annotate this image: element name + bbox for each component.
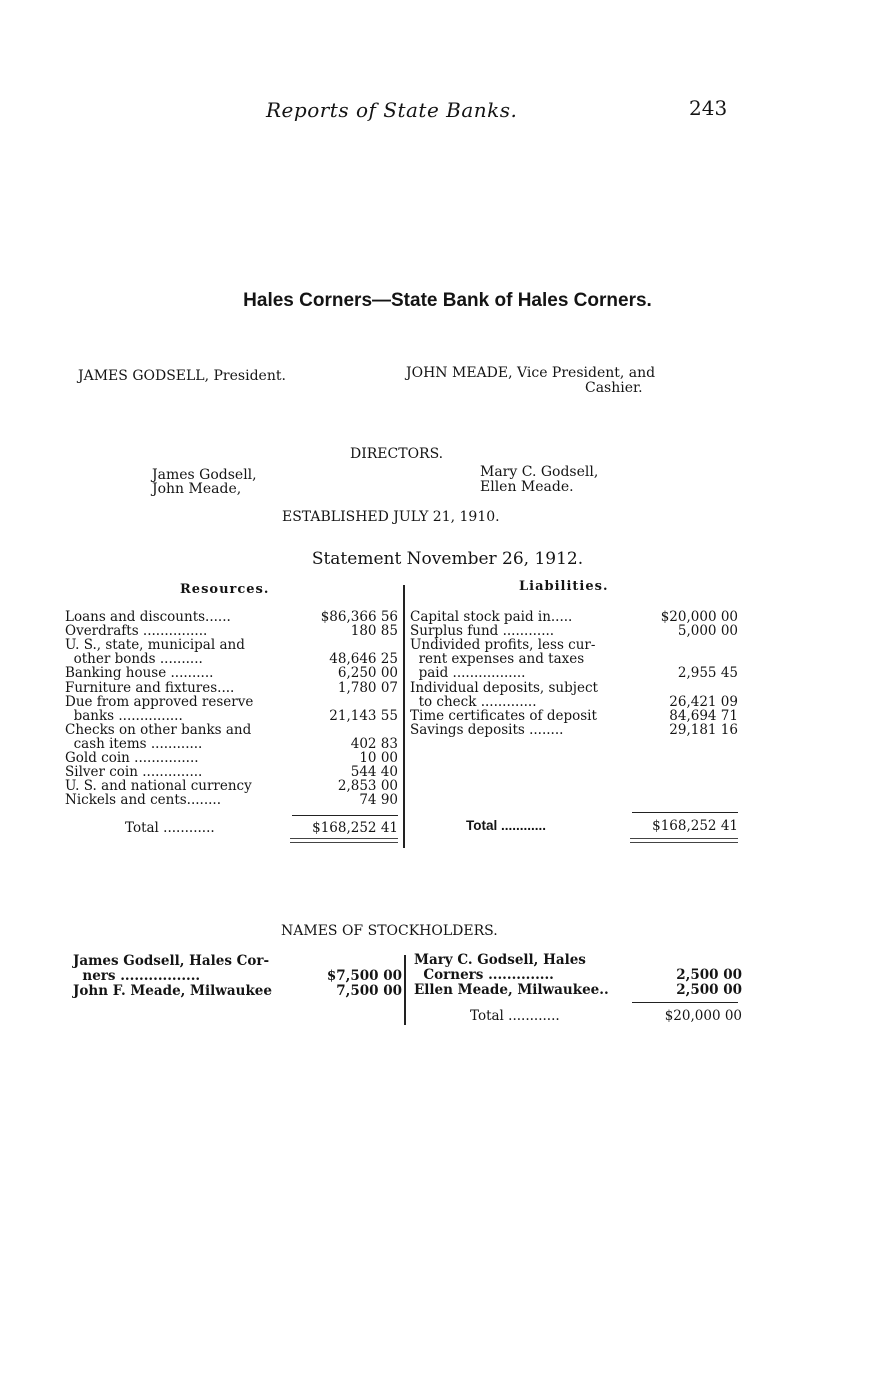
row-amount: 26,421 09 (669, 693, 738, 710)
row-label: U. S., state, municipal and (65, 637, 245, 654)
page-number: 243 (689, 96, 728, 120)
stockholders-heading: NAMES OF STOCKHOLDERS. (281, 923, 498, 939)
row-amount: 2,500 00 (676, 967, 742, 983)
row-label: John F. Meade, Milwaukee (73, 983, 272, 999)
row-label: Gold coin ............... (65, 750, 199, 766)
row-label: Ellen Meade, Milwaukee.. (414, 982, 609, 998)
director-left-1: James Godsell, (152, 467, 257, 483)
row-label: ners ................. (73, 968, 201, 984)
row-label: Undivided profits, less cur- (410, 637, 596, 654)
row-label: Nickels and cents........ (65, 792, 222, 809)
row-label: other bonds .......... (65, 651, 203, 668)
row-label: banks ............... (65, 707, 183, 724)
statement-divider (403, 585, 405, 848)
resources-total-double-rule (290, 838, 398, 843)
liabilities-total-label: Total ............ (466, 818, 547, 833)
row-amount: $86,366 56 (320, 609, 398, 625)
row-amount: 2,955 45 (677, 665, 738, 682)
row-label: Checks on other banks and (65, 721, 252, 738)
resources-total: $168,252 41 (312, 820, 398, 836)
stockholders-total-rule (632, 1002, 738, 1003)
resources-heading: Resources. (180, 582, 270, 597)
row-amount: $20,000 00 (660, 609, 738, 625)
row-amount: 6,250 00 (337, 665, 398, 682)
vice-president-line1: JOHN MEADE, Vice President, and (406, 365, 656, 381)
stockholders-divider (404, 955, 406, 1025)
row-label: Overdrafts ............... (65, 623, 208, 640)
row-label: cash items ............ (65, 735, 203, 752)
row-label: James Godsell, Hales Cor- (73, 953, 270, 969)
row-label: Individual deposits, subject (410, 679, 598, 696)
row-label: rent expenses and taxes (410, 651, 585, 668)
row-amount: 1,780 07 (337, 679, 398, 696)
resources-total-label: Total ............ (125, 820, 215, 836)
directors-heading: DIRECTORS. (350, 446, 444, 462)
row-label: Time certificates of deposit (410, 707, 597, 724)
row-amount: 21,143 55 (329, 707, 398, 724)
liabilities-total: $168,252 41 (652, 818, 738, 834)
row-amount: 402 83 (350, 735, 398, 752)
row-label: Corners .............. (414, 967, 554, 983)
row-amount: $7,500 00 (326, 968, 402, 984)
row-amount: 48,646 25 (329, 651, 398, 668)
resources-total-rule (292, 815, 398, 816)
vice-president-line2: Cashier. (585, 380, 643, 396)
row-label: to check ............. (410, 693, 537, 710)
row-label: Surplus fund ............ (410, 623, 555, 640)
liabilities-heading: Liabilities. (519, 579, 609, 594)
liabilities-total-double-rule (630, 838, 738, 843)
row-amount: 74 90 (359, 792, 398, 809)
row-label: paid ................. (410, 665, 526, 682)
row-label: U. S. and national currency (65, 778, 252, 795)
director-right-1: Mary C. Godsell, (480, 464, 599, 480)
row-label: Furniture and fixtures.... (65, 679, 235, 696)
row-amount: 7,500 00 (336, 983, 402, 999)
stockholders-total: $20,000 00 (664, 1008, 742, 1024)
row-label: Banking house .......... (65, 665, 214, 682)
director-left-2: John Meade, (152, 481, 242, 497)
liabilities-total-rule (632, 812, 738, 813)
bank-title: Hales Corners—State Bank of Hales Corners. (243, 290, 652, 311)
row-label: Capital stock paid in..... (410, 609, 573, 625)
row-amount: 544 40 (350, 764, 398, 781)
row-label: Loans and discounts...... (65, 609, 231, 625)
established-line: ESTABLISHED JULY 21, 1910. (282, 509, 500, 525)
stockholders-total-label: Total ............ (470, 1008, 560, 1024)
row-label: Silver coin .............. (65, 764, 203, 781)
row-amount: 10 00 (359, 750, 398, 766)
row-amount: 2,853 00 (337, 778, 398, 795)
row-amount: 5,000 00 (677, 623, 738, 640)
row-label: Mary C. Godsell, Hales (414, 952, 586, 968)
statement-title: Statement November 26, 1912. (311, 549, 584, 569)
director-right-2: Ellen Meade. (480, 479, 574, 495)
row-label: Savings deposits ........ (410, 721, 564, 738)
row-amount: 29,181 16 (669, 721, 738, 738)
row-amount: 180 85 (350, 623, 398, 640)
president: JAMES GODSELL, President. (78, 368, 286, 384)
row-amount: 2,500 00 (676, 982, 742, 998)
row-amount: 84,694 71 (669, 707, 738, 724)
row-label: Due from approved reserve (65, 693, 254, 710)
running-title: Reports of State Banks. (266, 98, 518, 122)
